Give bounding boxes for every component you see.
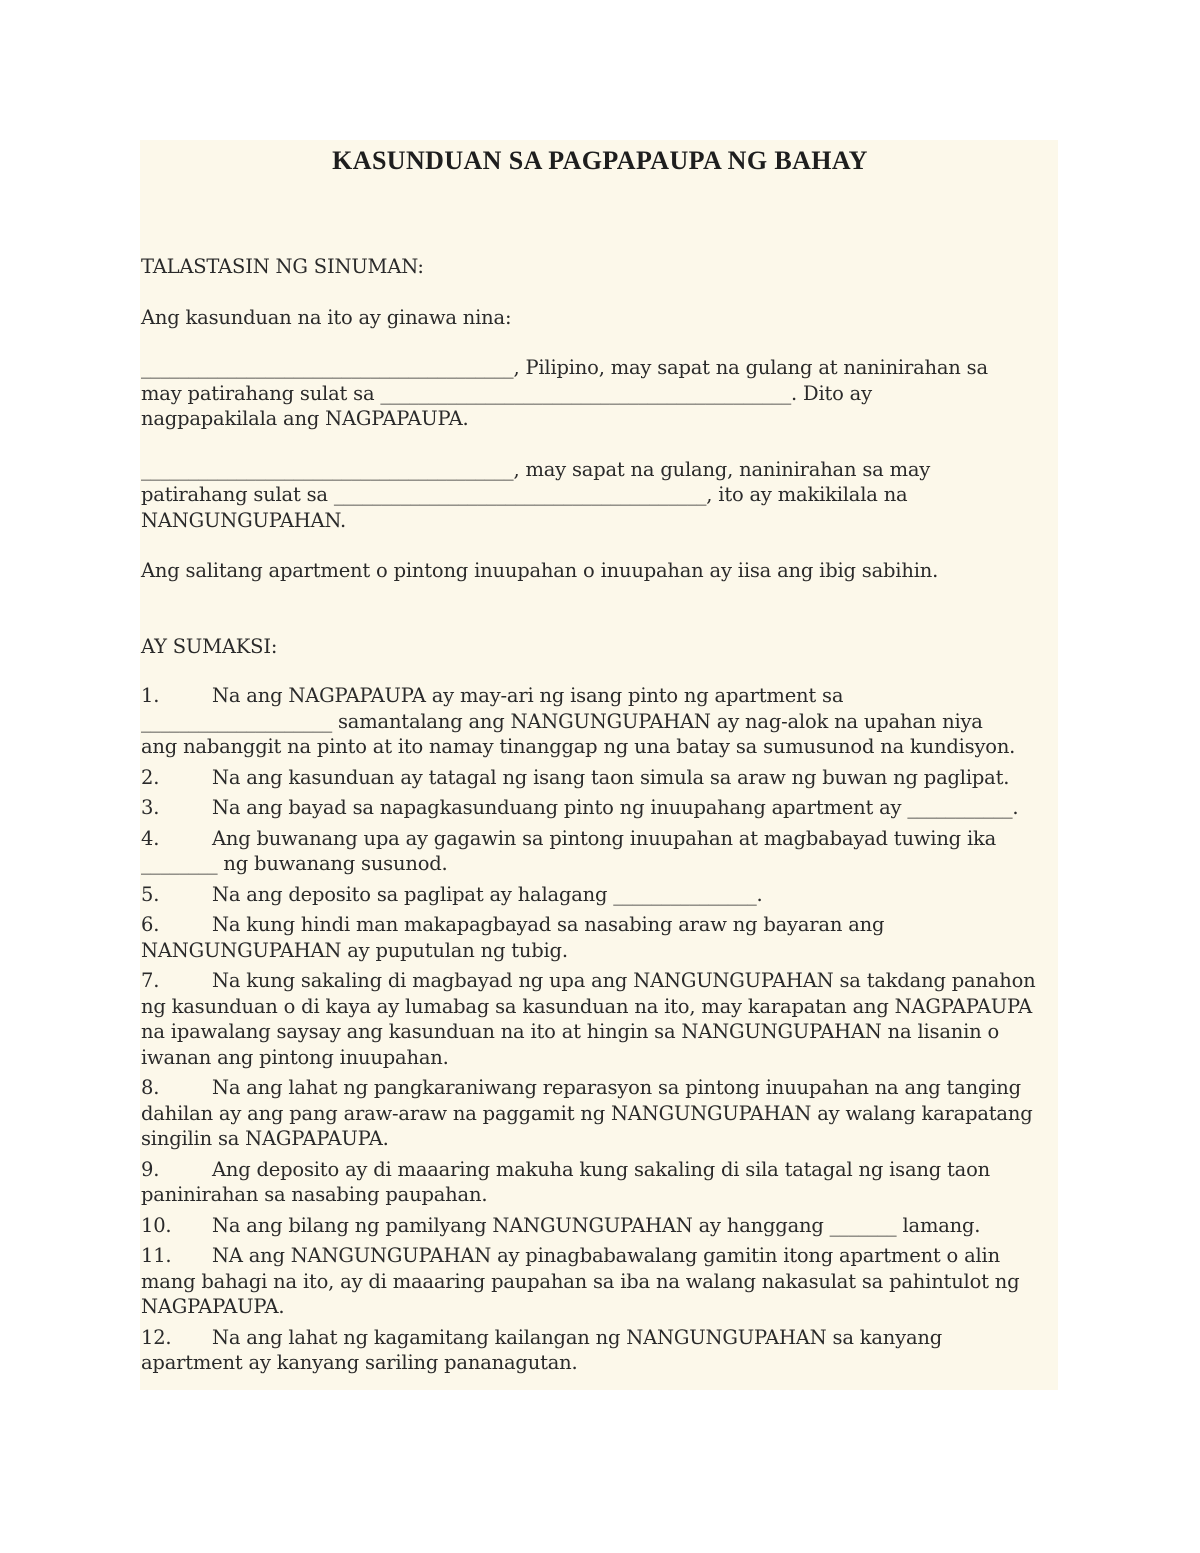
term-text: Na ang deposito sa paglipat ay halagang _______________.: [212, 882, 763, 906]
term-text: ang nabanggit na pinto at ito namay tinanggap ng una batay sa sumusunod na kundisyon.: [141, 735, 1016, 758]
witness-heading: AY SUMAKSI:: [141, 634, 278, 658]
term-line: [141, 851, 1059, 877]
term-item: [141, 826, 1059, 877]
term-line: [141, 683, 1059, 709]
term-line: [141, 1075, 1059, 1101]
term-item: [141, 1075, 1059, 1152]
term-text: Ang deposito ay di maaaring makuha kung sakaling di sila tatagal ng isang taon: [212, 1157, 990, 1181]
term-line: [141, 1269, 1059, 1295]
term-text: mang bahagi na ito, ay di maaaring paupahan sa iba na walang nakasulat sa pahintulot ng: [141, 1269, 1020, 1293]
term-line: [141, 765, 1059, 791]
party-lessor-line: _______________________________________, Pilipino, may sapat na gulang at naninirahan sa: [141, 356, 988, 379]
term-number: 11.: [141, 1244, 172, 1267]
term-number: 10.: [141, 1213, 172, 1237]
term-item: [141, 765, 1059, 791]
term-number: 5.: [141, 882, 160, 906]
term-line: [141, 1325, 1059, 1351]
term-item: [141, 1243, 1059, 1320]
term-text: ________ ng buwanang susunod.: [141, 852, 448, 875]
term-line: [141, 912, 1059, 938]
term-number: 9.: [141, 1157, 160, 1181]
term-item: [141, 1325, 1059, 1376]
term-line: [141, 1126, 1059, 1152]
term-text: na ipawalang saysay ang kasunduan na ito at hingin sa NANGUNGUPAHAN na lisanin o: [141, 1020, 1000, 1043]
terms-list: [141, 683, 1059, 1376]
term-text: NA ang NANGUNGUPAHAN ay pinagbabawalang gamitin itong apartment o alin: [212, 1244, 1000, 1267]
term-line: [141, 994, 1059, 1020]
term-line: [141, 882, 1059, 908]
term-text: apartment ay kanyang sariling pananagutan.: [141, 1351, 578, 1374]
term-line: [141, 1243, 1059, 1269]
term-number: 12.: [141, 1325, 172, 1349]
term-text: Na ang lahat ng kagamitang kailangan ng NANGUNGUPAHAN sa kanyang: [212, 1325, 943, 1349]
term-text: Na kung sakaling di magbayad ng upa ang NANGUNGUPAHAN sa takdang panahon: [212, 969, 1036, 992]
term-item: [141, 882, 1059, 908]
party-lessee-line: _______________________________________, may sapat na gulang, naninirahan sa may: [141, 457, 931, 481]
party-lessor: [141, 355, 1059, 432]
term-item: [141, 912, 1059, 963]
term-number: 3.: [141, 796, 160, 819]
term-line: [141, 826, 1059, 852]
term-number: 7.: [141, 969, 160, 992]
term-text: NANGUNGUPAHAN ay puputulan ng tubig.: [141, 938, 568, 962]
term-line: [141, 709, 1059, 735]
term-item: [141, 795, 1059, 821]
party-lessor-line: may patirahang sulat sa ___________________________________________. Dito ay: [141, 381, 872, 405]
term-text: Na ang bayad sa napagkasunduang pinto ng inuupahang apartment ay ___________.: [212, 796, 1019, 819]
definition-text: Ang salitang apartment o pintong inuupahan o inuupahan ay iisa ang ibig sabihin.: [141, 559, 939, 582]
term-item: [141, 683, 1059, 760]
term-item: [141, 1213, 1059, 1239]
term-number: 8.: [141, 1076, 160, 1099]
term-text: ng kasunduan o di kaya ay lumabag sa kasunduan na ito, may karapatan ang NAGPAPAUPA: [141, 994, 1033, 1018]
term-line: [141, 1157, 1059, 1183]
document-body: [141, 140, 1059, 1381]
term-line: [141, 1182, 1059, 1208]
party-lessee: [141, 457, 1059, 534]
term-text: Na ang kasunduan ay tatagal ng isang taon simula sa araw ng buwan ng paglipat.: [212, 765, 1010, 789]
term-line: [141, 1294, 1059, 1320]
intro-text: Ang kasunduan na ito ay ginawa nina:: [141, 305, 512, 329]
party-lessor-line: nagpapakilala ang NAGPAPAUPA.: [141, 407, 469, 430]
term-text: iwanan ang pintong inuupahan.: [141, 1045, 449, 1069]
term-number: 2.: [141, 765, 160, 789]
term-number: 1.: [141, 684, 160, 707]
party-lessee-line: patirahang sulat sa _______________________________________, ito ay makikilala na: [141, 483, 908, 506]
term-text: Na ang NAGPAPAUPA ay may-ari ng isang pinto ng apartment sa: [212, 684, 844, 707]
term-text: Na ang bilang ng pamilyang NANGUNGUPAHAN ay hanggang _______ lamang.: [212, 1213, 981, 1237]
term-text: Na ang lahat ng pangkaraniwang reparasyon sa pintong inuupahan na ang tanging: [212, 1076, 1021, 1099]
term-text: Ang buwanang upa ay gagawin sa pintong inuupahan at magbabayad tuwing ika: [212, 826, 997, 850]
term-line: [141, 1019, 1059, 1045]
term-line: [141, 734, 1059, 760]
term-line: [141, 938, 1059, 964]
term-text: dahilan ay ang pang araw-araw na paggamit ng NANGUNGUPAHAN ay walang karapatang: [141, 1101, 1033, 1125]
salutation: TALASTASIN NG SINUMAN:: [141, 255, 424, 278]
term-line: [141, 1350, 1059, 1376]
term-text: ____________________ samantalang ang NANGUNGUPAHAN ay nag-alok na upahan niya: [141, 709, 983, 733]
term-number: 6.: [141, 913, 160, 936]
document-title: KASUNDUAN SA PAGPAPAUPA NG BAHAY: [332, 146, 868, 175]
term-item: [141, 968, 1059, 1070]
party-lessee-line: NANGUNGUPAHAN.: [141, 508, 347, 532]
term-text: Na kung hindi man makapagbayad sa nasabing araw ng bayaran ang: [212, 913, 885, 936]
term-line: [141, 795, 1059, 821]
term-number: 4.: [141, 826, 160, 850]
term-line: [141, 968, 1059, 994]
term-text: NAGPAPAUPA.: [141, 1295, 285, 1318]
term-line: [141, 1045, 1059, 1071]
term-text: paninirahan sa nasabing paupahan.: [141, 1183, 488, 1206]
term-line: [141, 1101, 1059, 1127]
term-text: singilin sa NAGPAPAUPA.: [141, 1127, 389, 1150]
term-line: [141, 1213, 1059, 1239]
term-item: [141, 1157, 1059, 1208]
